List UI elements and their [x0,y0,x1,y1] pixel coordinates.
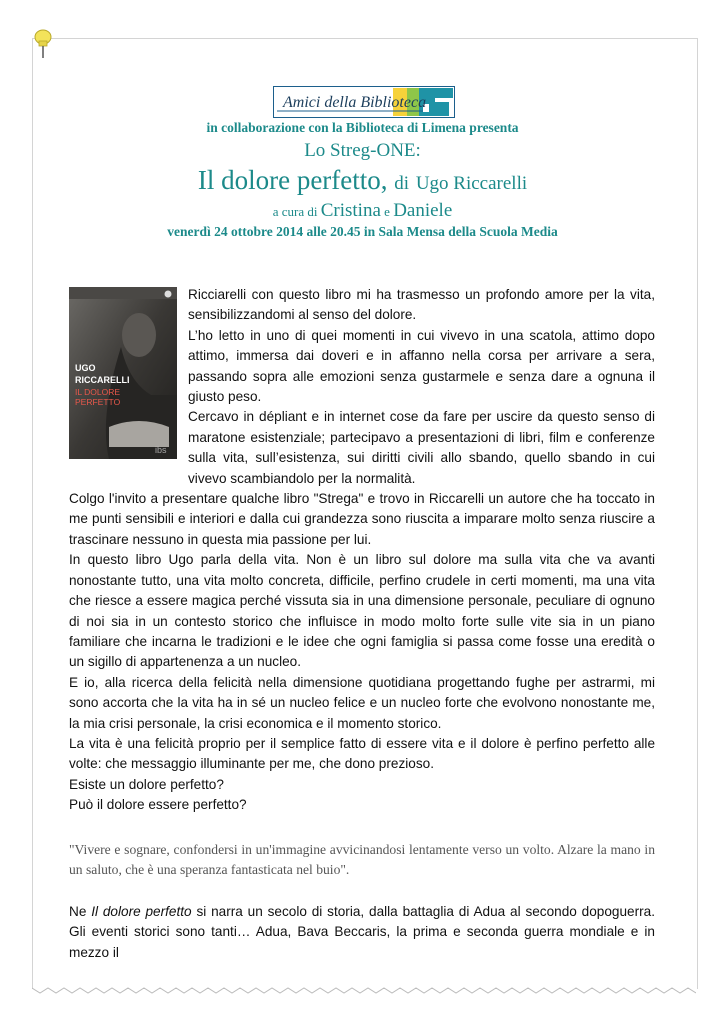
torn-edge [32,984,696,998]
question-1: Esiste un dolore perfetto? [69,776,224,792]
paragraph-7: La vita è una felicità proprio per il semplice fatto di essere vita e il dolore è perfino perfetto alle volte: che messaggio illuminante per me, che dono prezioso. [69,735,655,772]
synopsis-text: si narra un secolo di storia, dalla battaglia di Adua al secondo dopoguerra. Gli eventi storici sono tanti… Adua, Bava Beccaris, la prima e seconda guerra mondiale e in mezzo il [69,904,655,960]
series-title: Lo Streg-ONE: [304,140,421,161]
curated-by [70,200,655,222]
curator-1: Cristina [320,200,381,221]
paragraph-2: L’ho letto in uno di quei momenti in cui vivevo in una scatola, attimo dopo attimo, immersa dai doveri e in affanno nella corsa per arrivare a sera, passando sopra alle emozioni senza gustarmele e senza dare a ognuna il giusto peso. [188,327,655,405]
book-quote: "Vivere e sognare, confondersi in un'immagine avvicinandosi lentamente verso un volto. Alzare la mano in un saluto, che è una speranza fantasticata nel buio". [69,842,655,878]
question-2: Può il dolore essere perfetto? [69,797,247,813]
cover-watermark: ibs [155,445,167,455]
synopsis [69,902,655,963]
collaboration-line: in collaborazione con la Biblioteca di Limena presenta [206,120,519,135]
curator-and: e [384,204,390,219]
paragraph-4: Colgo l'invito a presentare qualche libro "Strega" e trovo in Riccarelli un autore che ha toccato in me punti sensibili e interiori e dalla cui grandezza sono riuscita a imparare molto senza riuscire a trascinare nessuno in questa mia passione per lui. [69,491,655,547]
event-title [70,165,655,196]
library-logo [273,86,455,118]
pushpin-icon [30,28,54,60]
event-date-place: venerdì 24 ottobre 2014 alle 20.45 in Sala Mensa della Scuola Media [167,224,558,239]
author-name: Ugo Riccarelli [415,173,528,194]
paragraph-1: Ricciarelli con questo libro mi ha trasmesso un profondo amore per la vita, sensibilizzandomi al senso del dolore. [188,287,655,323]
paragraph-3: Cercavo in dépliant e in internet cose da fare per uscire da questo senso di maratone esistenziale; partecipavo a presentazioni di libri, film e conferenze sulla vita, sull’esistenza, sui diritti civili allo sbando, quello sbando in cui vivevo scambiandolo per la normalità. [188,409,655,486]
curator-2: Daniele [393,200,453,221]
cover-author-first: UGO [75,363,96,373]
cover-author-last: RICCARELLI [75,375,130,385]
review-body [69,285,655,816]
cover-title-2: PERFETTO [75,397,121,407]
synopsis-book-title: Il dolore perfetto [91,904,192,919]
logo-text: Amici della Biblioteca [283,94,427,111]
synopsis-lead: Ne [69,904,87,919]
paragraph-6: E io, alla ricerca della felicità nella dimensione quotidiana progettando fughe per astrarmi, mi sono accorta che la vita ha in sé un nucleo felice e un nucleo forte che evolvono nonostante me, la mia crisi personale, la crisi economica e il momento storico. [69,674,655,731]
curated-label: a cura di [272,204,318,219]
book-title: Il dolore perfetto, [197,165,388,195]
by-word: di [394,173,410,194]
cover-spacer [69,285,188,469]
cover-title-1: IL DOLORE [75,387,121,397]
paragraph-5: In questo libro Ugo parla della vita. Non è un libro sul dolore ma sulla vita che va avanti nonostante tutto, una vita molto concreta, difficile, perfino crudele in certi momenti, ma una vita che riesce a essere magica perché vissuta sia in una dimensione personale, peculiare di ognuno di noi sia in un contesto storico che influisce in modo molto forte sulle vite sia in un piano familiare che incarna le tradizioni e le idee che ogni famiglia si passa come fosse una eredità o un sigillo di appartenenza a un nucleo. [69,552,655,670]
